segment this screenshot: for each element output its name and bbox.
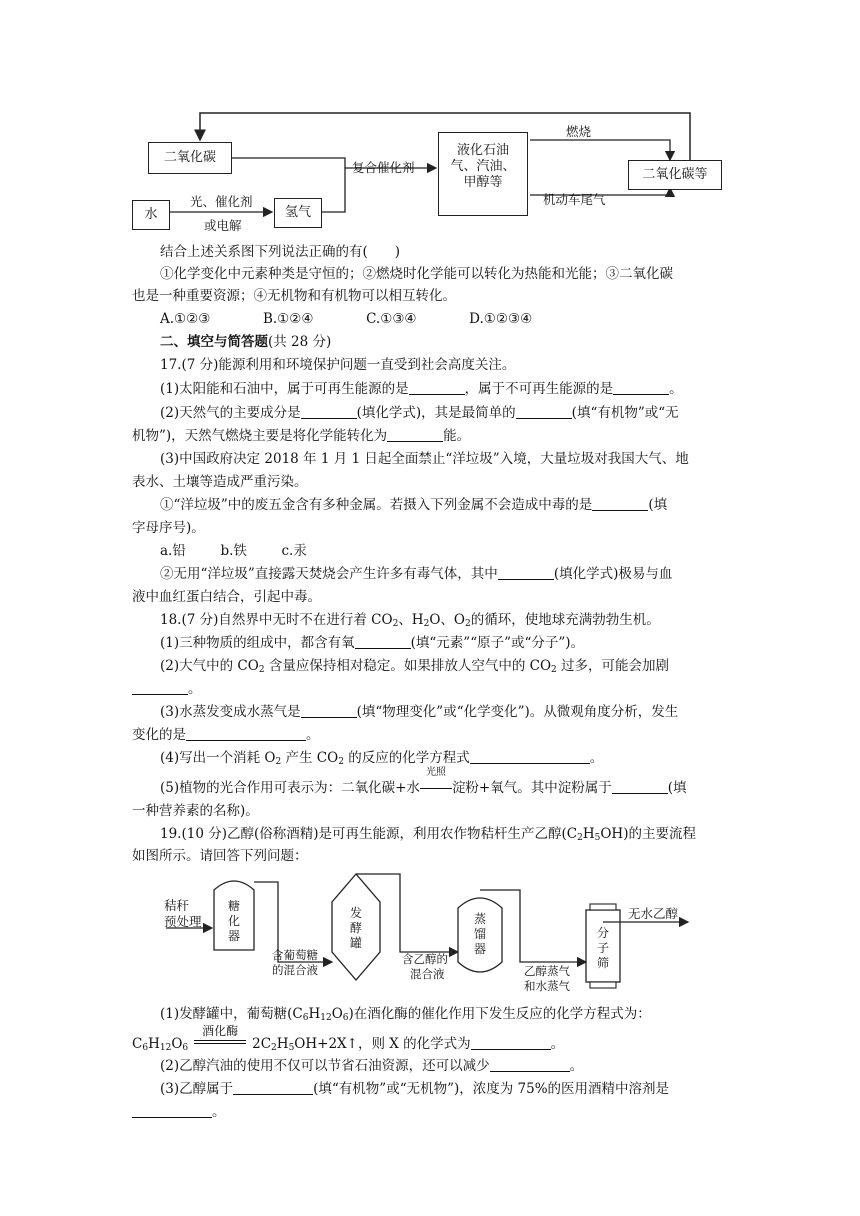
q18-reaction-condition: 光照 xyxy=(425,767,446,778)
q19-sub: 6 xyxy=(302,1013,309,1023)
q18-p1-text-b: (填“元素”“原子”或“分子”)。 xyxy=(410,635,585,651)
q18-p2-text-c: 过多，可能会加剧 xyxy=(556,658,670,674)
q17-p3ii-text-a: ②无用“洋垃圾”直接露天焚烧会产生许多有毒气体，其中 xyxy=(160,566,498,582)
q19-eq-o: O xyxy=(171,1036,183,1052)
q18-p3-text-c: 变化的是 xyxy=(132,727,186,743)
co2-right-label: 二氧化碳等 xyxy=(642,167,708,182)
fuel-products-line-1: 液化石油 xyxy=(456,143,509,158)
q19-sub: 6 xyxy=(142,1043,149,1053)
q19-p3-blank-1[interactable] xyxy=(233,1080,313,1095)
q19-p3-blank-2[interactable] xyxy=(132,1103,212,1118)
vapor-label-2: 和水蒸气 xyxy=(524,979,570,993)
q17-p3ii-text-b: (填化学式)极易与血 xyxy=(553,566,673,582)
sugar-char-2: 化 xyxy=(227,914,240,928)
output-label: 无水乙醇 xyxy=(628,906,679,921)
q19-p2-blank[interactable] xyxy=(490,1057,570,1072)
ferment-char-3: 罐 xyxy=(349,936,362,950)
q19-part-2 xyxy=(160,1056,583,1076)
q17-p3i-text-a: ①“洋垃圾”中的废五金含有多种金属。若摄入下列金属不会造成中毒的是 xyxy=(160,497,593,513)
mix-2-label-2: 混合液 xyxy=(410,967,445,981)
sugar-char-3: 器 xyxy=(227,929,240,943)
section-2-title: 二、填空与简答题 xyxy=(160,334,268,350)
q19-p3-text-b: (填“有机物”或“无机物”)，浓度为 75%的医用酒精中溶剂是 xyxy=(313,1081,670,1097)
q19-head-2: 如图所示。请回答下列问题： xyxy=(132,848,308,864)
q17-choice-a: a.铅 xyxy=(160,543,186,559)
q16-option-c: C.①③④ xyxy=(366,311,417,327)
q18-p1-text-a: (1)三种物质的组成中，都含有氧 xyxy=(160,635,355,651)
condition-electrolysis-label: 或电解 xyxy=(204,218,242,233)
mix-1-label-2: 的混合液 xyxy=(272,963,318,977)
sieve-label xyxy=(593,926,613,971)
q17-part-3-i-cont: 字母序号)。 xyxy=(132,520,205,536)
q18-head-a: 18.(7 分)自然界中无时不在进行着 CO xyxy=(160,612,393,628)
q17-p2-text-c: (填“有机物”或“无 xyxy=(571,405,679,421)
vapor-label-1: 乙醇蒸气 xyxy=(524,964,570,978)
sugar-char-1: 糖 xyxy=(227,899,240,913)
condition-light-label: 光、催化剂 xyxy=(190,194,253,209)
q18-p3-text-b: (填“物理变化”或“化学变化”)。从微观角度分析，发生 xyxy=(356,704,679,720)
input-label-1: 秸秆 xyxy=(164,898,190,913)
mix-2-label-1: 含乙醇的 xyxy=(402,952,448,966)
q18-sub: 2 xyxy=(275,757,282,767)
q18-p4-text-b: 产生 CO xyxy=(281,750,339,766)
fuel-products-line-2: 气、汽油、 xyxy=(450,159,516,174)
co2-left-label: 二氧化碳 xyxy=(163,150,216,165)
q18-sub: 2 xyxy=(423,619,430,629)
q17-p2-text-e: 能。 xyxy=(443,428,471,444)
section-2-score: (共 28 分) xyxy=(268,334,332,350)
q17-part-3-line-1: (3)中国政府决定 2018 年 1 月 1 日起全面禁止“洋垃圾”入境，大量垃圾对我国大气、地 xyxy=(160,451,689,467)
q18-p2-text-a: (2)大气中的 CO xyxy=(160,658,259,674)
q19-p1-text-c: O xyxy=(331,1006,343,1022)
ferment-char-2: 酵 xyxy=(349,921,362,935)
q19-p3-text-c: 。 xyxy=(212,1104,226,1120)
q18-sub: 2 xyxy=(392,619,399,629)
q19-sub: 5 xyxy=(288,1043,295,1053)
q19-part-3 xyxy=(160,1079,669,1099)
q19-head-1c: OH)的主要流程 xyxy=(600,826,696,842)
q17-p3i-text-b: (填 xyxy=(648,497,668,513)
q18-part-5-cont: 一种营养素的名称)。 xyxy=(132,803,259,819)
water-label: 水 xyxy=(144,207,158,222)
q19-sub: 2 xyxy=(271,1043,277,1053)
q19-part-1 xyxy=(160,1004,651,1024)
q18-head-b: 、H xyxy=(398,612,424,628)
sieve-char-2: 子 xyxy=(596,941,609,955)
q19-sub: 2 xyxy=(577,833,583,843)
q17-choice-b: b.铁 xyxy=(220,543,247,559)
q19-equation xyxy=(132,1024,565,1054)
q19-sub: 12 xyxy=(320,1013,332,1023)
q16-stem: 结合上述关系图下列说法正确的有( ) xyxy=(160,244,401,260)
q18-p4-text-a: (4)写出一个消耗 O xyxy=(160,750,276,766)
q18-p2-text-b: 含量应保持相对稳定。如果排放人空气中的 CO xyxy=(264,658,552,674)
q19-eq-c2: H xyxy=(276,1036,289,1052)
q17-p1-text-c: 。 xyxy=(669,381,683,397)
q19-equation-equals xyxy=(194,1024,246,1044)
q16-option-b: B.①②④ xyxy=(262,311,314,327)
q17-p2-text-a: (2)天然气的主要成分是 xyxy=(160,405,301,421)
q16-option-a: A.①②③ xyxy=(160,311,211,327)
q18-head-d: 的循环，使地球充满勃勃生机。 xyxy=(470,612,660,628)
q18-p5-text-a: (5)植物的光合作用可表示为：二氧化碳+水 xyxy=(160,780,420,796)
q17-p1-text-b: ，属于不可再生能源的是 xyxy=(464,381,614,397)
q19-sub: 6 xyxy=(182,1043,189,1053)
q19-sub: 5 xyxy=(594,833,601,843)
q19-head-1b: H xyxy=(582,826,595,842)
q17-part-3-line-2: 表水、土壤等造成严重污染。 xyxy=(132,474,308,490)
q19-sub: 6 xyxy=(342,1013,349,1023)
q19-p2-text-b: 。 xyxy=(569,1058,584,1074)
q19-head-1a: 19.(10 分)乙醇(俗称酒精)是可再生能源，利用农作物秸杆生产乙醇(C xyxy=(160,826,578,842)
q18-sub: 2 xyxy=(551,665,557,675)
q19-p3-text-a: (3)乙醇属于 xyxy=(160,1081,234,1097)
q18-p2-text-d: 。 xyxy=(188,681,202,697)
q18-p3-text-a: (3)水蒸发变成水蒸气是 xyxy=(160,704,301,720)
q18-p3-text-d: 。 xyxy=(306,727,320,743)
q17-choice-c: c.汞 xyxy=(281,543,307,559)
hydrogen-label: 氢气 xyxy=(284,205,311,220)
q18-head-c: O、O xyxy=(429,612,465,628)
sugar-reactor-label xyxy=(224,899,244,944)
burn-label: 燃烧 xyxy=(566,124,592,139)
fermenter-label xyxy=(346,906,366,951)
compound-catalyst-label: 复合催化剂 xyxy=(352,160,415,175)
q17-p1-text-a: (1)太阳能和石油中，属于可再生能源的是 xyxy=(160,381,409,397)
q17-p2-text-d: 机物”)，天然气燃烧主要是将化学能转化为 xyxy=(132,428,388,444)
distill-char-2: 馏 xyxy=(473,927,486,941)
distill-char-3: 器 xyxy=(473,942,486,956)
q19-p1-text-b: H xyxy=(308,1006,321,1022)
sieve-char-3: 筛 xyxy=(596,956,609,970)
q19-eq-h: H xyxy=(148,1036,160,1052)
q19-part-3-cont xyxy=(132,1102,226,1122)
q19-equation-condition: 酒化酶 xyxy=(202,1024,239,1038)
q18-p4-text-d: 。 xyxy=(589,750,604,766)
exhaust-label: 机动车尾气 xyxy=(543,192,606,207)
q19-eq-e: 。 xyxy=(550,1036,565,1052)
q19-eq-c: C xyxy=(132,1036,143,1052)
q18-sub: 2 xyxy=(338,757,344,767)
q19-p1-text-d: )在酒化酶的催化作用下发生反应的化学方程式为： xyxy=(348,1006,651,1022)
q19-eq-d: OH+2X↑，则 X 的化学式为 xyxy=(294,1036,471,1052)
q17-head: 17.(7 分)能源利用和环境保护问题一直受到社会高度关注。 xyxy=(160,357,516,373)
q18-p5-text-b: 淀粉+氧气。其中淀粉属于 xyxy=(451,780,612,796)
input-label-2: 预处理 xyxy=(164,914,202,929)
q18-sub: 2 xyxy=(464,619,471,629)
q16-statements-1: ①化学变化中元素种类是守恒的；②燃烧时化学能可以转化为热能和光能；③二氧化碳 xyxy=(160,266,673,282)
distiller-label xyxy=(470,912,490,957)
q16-option-d: D.①②③④ xyxy=(469,311,533,327)
q19-p2-text-a: (2)乙醇汽油的使用不仅可以节省石油资源，还可以减少 xyxy=(160,1058,490,1074)
q19-eq-b: 2C xyxy=(252,1036,272,1052)
fuel-products-line-3: 甲醇等 xyxy=(463,175,503,190)
q17-part-3-ii-cont: 液中血红蛋白结合，引起中毒。 xyxy=(132,589,321,605)
q17-p2-text-b: (填化学式)，其是最简单的 xyxy=(356,405,516,421)
q19-sub: 12 xyxy=(159,1043,172,1053)
mix-1-label-1: 含葡萄糖 xyxy=(272,948,318,962)
q18-p4-text-c: 的反应的化学方程式 xyxy=(343,750,470,766)
q16-statements-2: 也是一种重要资源；④无机物和有机物可以相互转化。 xyxy=(132,288,456,304)
q19-p1-text-a: (1)发酵罐中，葡萄糖(C xyxy=(160,1006,303,1022)
distill-char-1: 蒸 xyxy=(473,912,486,926)
q18-sub: 2 xyxy=(258,665,265,675)
q19-eq-blank[interactable] xyxy=(471,1035,551,1050)
ferment-char-1: 发 xyxy=(349,906,362,920)
q18-p5-text-c: (填 xyxy=(667,780,687,796)
sieve-char-1: 分 xyxy=(596,926,609,940)
